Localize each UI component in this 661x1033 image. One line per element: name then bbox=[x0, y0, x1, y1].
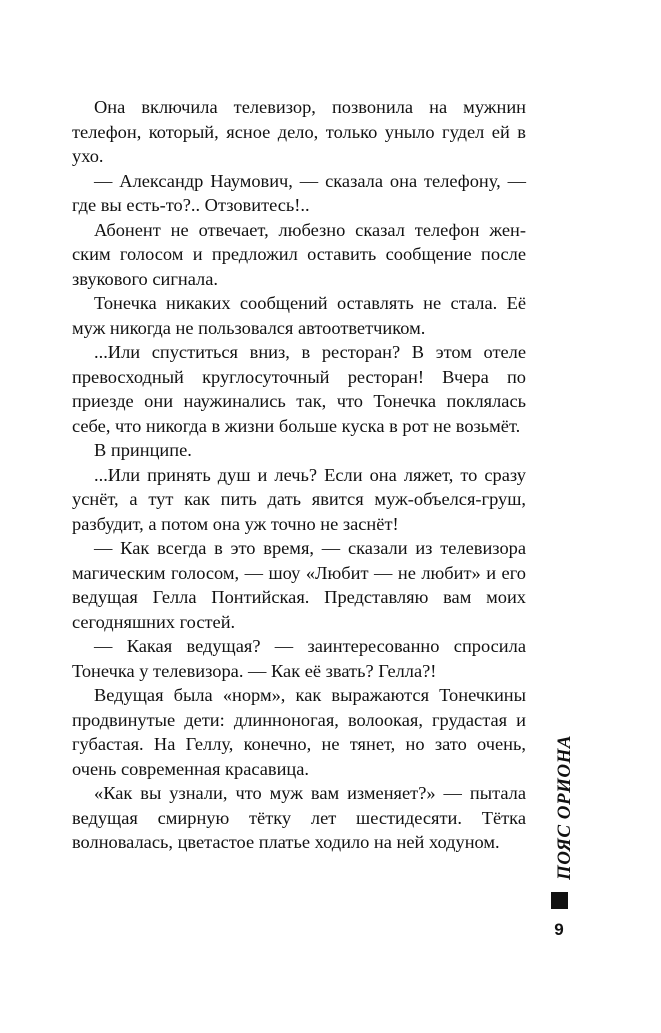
paragraph: — Александр Наумович, — сказала она телефону, — где вы есть-то?.. Отзовитесь!.. bbox=[72, 170, 526, 215]
paragraph: В принципе. bbox=[94, 440, 192, 460]
page-number: 9 bbox=[554, 920, 564, 939]
square-marker-icon bbox=[551, 892, 568, 909]
paragraph: Ведущая была «норм», как выражаются Тонечкины продвинутые дети: длинноногая, волоокая, грудастая и губастая. На Геллу, конечно, не тянет, но зато очень, очень современная красавица. bbox=[72, 685, 526, 779]
paragraph: — Какая ведущая? — заинтересованно спросила Тонечка у телевизора. — Как её звать? Гелла?! bbox=[72, 636, 526, 681]
paragraph: Абонент не отвечает, любезно сказал телефон женским голосом и предложил оставить сообщение после звукового сигнала. bbox=[72, 219, 526, 289]
running-title bbox=[554, 720, 576, 880]
paragraph: Она включила телевизор, позвонила на мужнин телефон, который, ясное дело, только уныло гудел ей в ухо. bbox=[72, 97, 526, 166]
body-text bbox=[72, 95, 526, 855]
running-title-text: ПОЯС ОРИОНА bbox=[554, 734, 575, 880]
paragraph: ...Или спуститься вниз, в ресторан? В этом отеле превосходный круглосуточный ресторан! Вчера по приезде они наужинались так, что Тонечка поклялась себе, что никогда в жизни больше куска в рот не возьмёт. bbox=[72, 342, 526, 436]
paragraph: ...Или принять душ и лечь? Если она ляжет, то сразу уснёт, а тут как пить дать явится муж-объелся-груш, разбудит, а потом она уж точно не заснёт! bbox=[72, 464, 526, 534]
paragraph: «Как вы узнали, что муж вам изменяет?» — пытала ведущая смирную тётку лет шестидесяти. Тётка волновалась, цветастое платье ходило на ней ходуном. bbox=[72, 783, 526, 852]
paragraph: Тонечка никаких сообщений оставлять не стала. Её муж никогда не пользовался автоответчиком. bbox=[72, 293, 526, 338]
paragraph: — Как всегда в это время, — сказали из телевизора магическим голосом, — шоу «Любит — не любит» и его ведущая Гелла Понтийская. Представляю вам моих сегодняшних гостей. bbox=[72, 538, 526, 632]
